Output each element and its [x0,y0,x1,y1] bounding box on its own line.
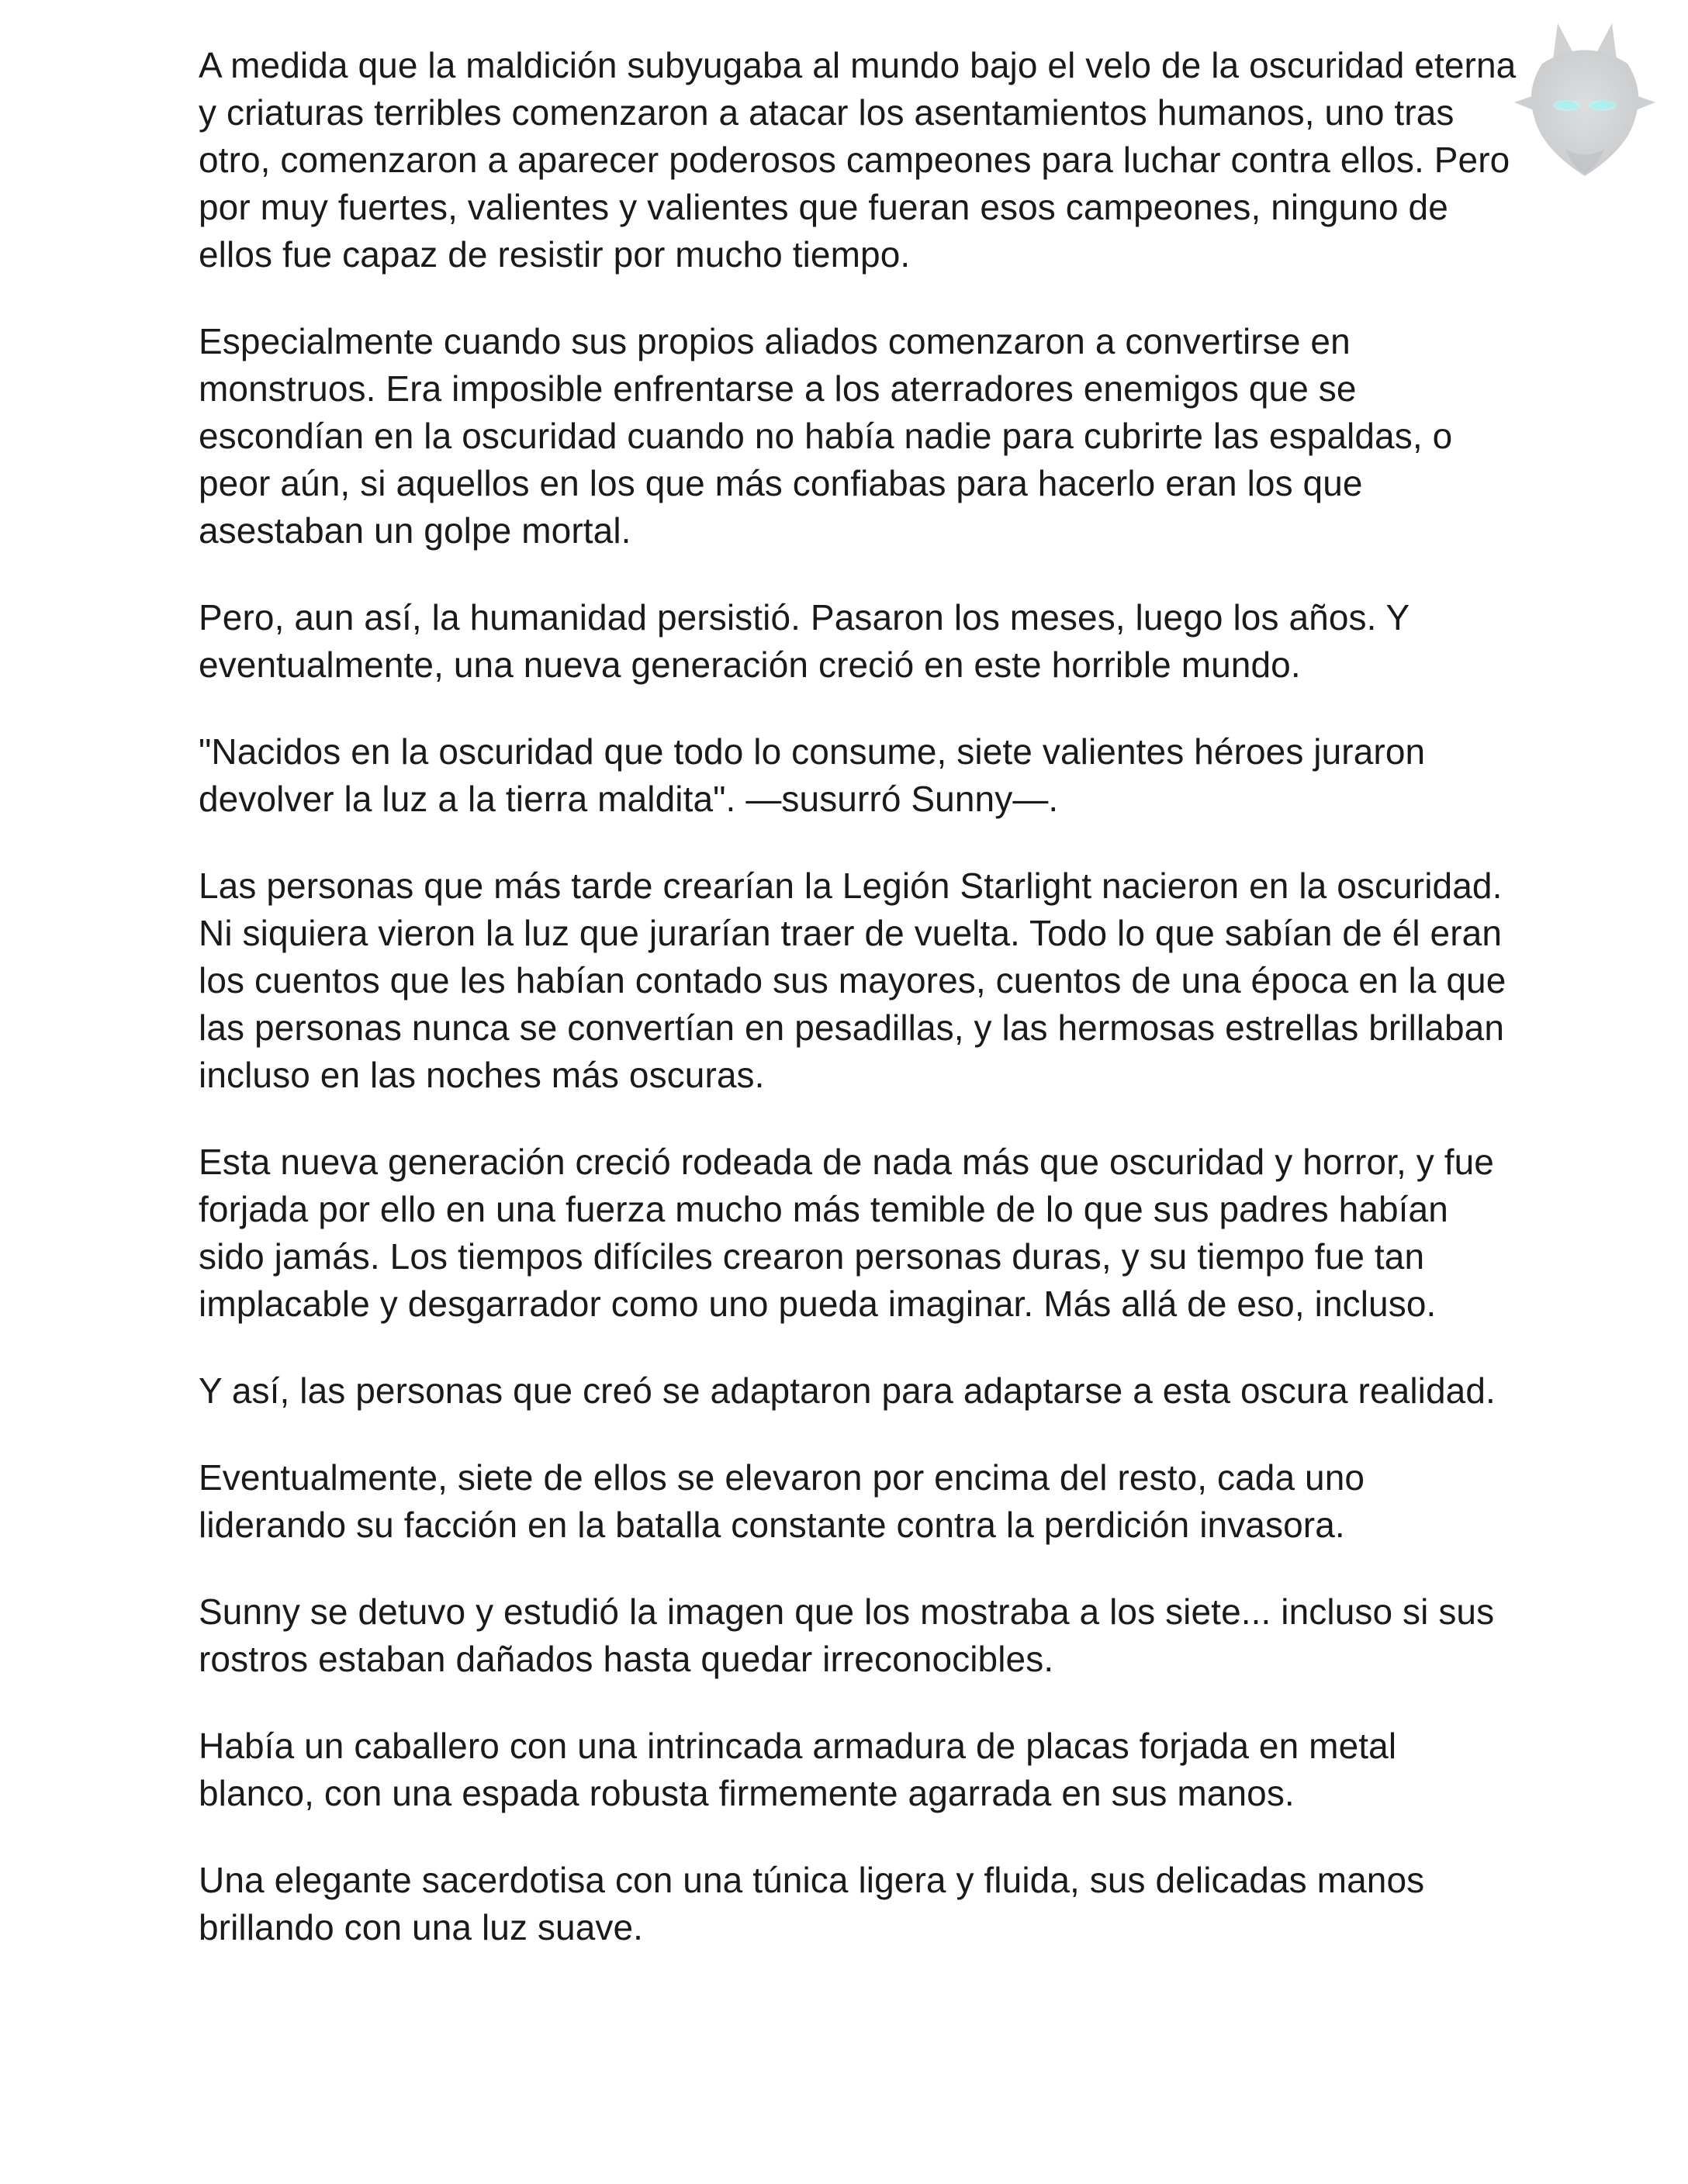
paragraph: Una elegante sacerdotisa con una túnica ligera y fluida, sus delicadas manos brillando con una luz suave. [199,1860,1425,1947]
demon-head-icon [1511,17,1659,188]
paragraph: Las personas que más tarde crearían la Legión Starlight nacieron en la oscuridad. Ni siquiera vieron la luz que jurarían traer de vuelta. Todo lo que sabían de él eran los cuentos que les habían contado sus mayores, cuentos de una época en la que las personas nunca se convertían en pesadillas, y las hermosas estrellas brillaban incluso en las noches más oscuras. [199,866,1506,1095]
paragraph: "Nacidos en la oscuridad que todo lo consume, siete valientes héroes juraron devolver la luz a la tierra maldita". —susurró Sunny—. [199,731,1426,819]
paragraph: Sunny se detuvo y estudió la imagen que los mostraba a los siete... incluso si sus rostros estaban dañados hasta quedar irreconocibles. [199,1591,1495,1679]
paragraph: Había un caballero con una intrincada armadura de placas forjada en metal blanco, con una espada robusta firmemente agarrada en sus manos. [199,1726,1397,1813]
paragraph: A medida que la maldición subyugaba al mundo bajo el velo de la oscuridad eterna y criaturas terribles comenzaron a atacar los asentamientos humanos, uno tras otro, comenzaron a aparecer poderosos campeones para luchar contra ellos. Pero por muy fuertes, valientes y valientes que fueran esos campeones, ninguno de ellos fue capaz de resistir por mucho tiempo. [199,45,1517,275]
paragraph: Pero, aun así, la humanidad persistió. Pasaron los meses, luego los años. Y eventualmente, una nueva generación creció en este horrible mundo. [199,597,1410,685]
paragraph: Especialmente cuando sus propios aliados comenzaron a convertirse en monstruos. Era imposible enfrentarse a los aterradores enemigos que se escondían en la oscuridad cuando no había nadie para cubrirte las espaldas, o peor aún, si aquellos en los que más confiabas para hacerlo eran los que asestaban un golpe mortal. [199,321,1453,551]
document-body [199,42,1517,1991]
demon-head-icon-svg [1511,17,1659,188]
paragraph: Esta nueva generación creció rodeada de nada más que oscuridad y horror, y fue forjada por ello en una fuerza mucho más temible de lo que sus padres habían sido jamás. Los tiempos difíciles crearon personas duras, y su tiempo fue tan implacable y desgarrador como uno pueda imaginar. Más allá de eso, incluso. [199,1142,1494,1324]
paragraph: Eventualmente, siete de ellos se elevaron por encima del resto, cada uno liderando su facción en la batalla constante contra la perdición invasora. [199,1457,1365,1545]
paragraph: Y así, las personas que creó se adaptaron para adaptarse a esta oscura realidad. [199,1370,1496,1411]
